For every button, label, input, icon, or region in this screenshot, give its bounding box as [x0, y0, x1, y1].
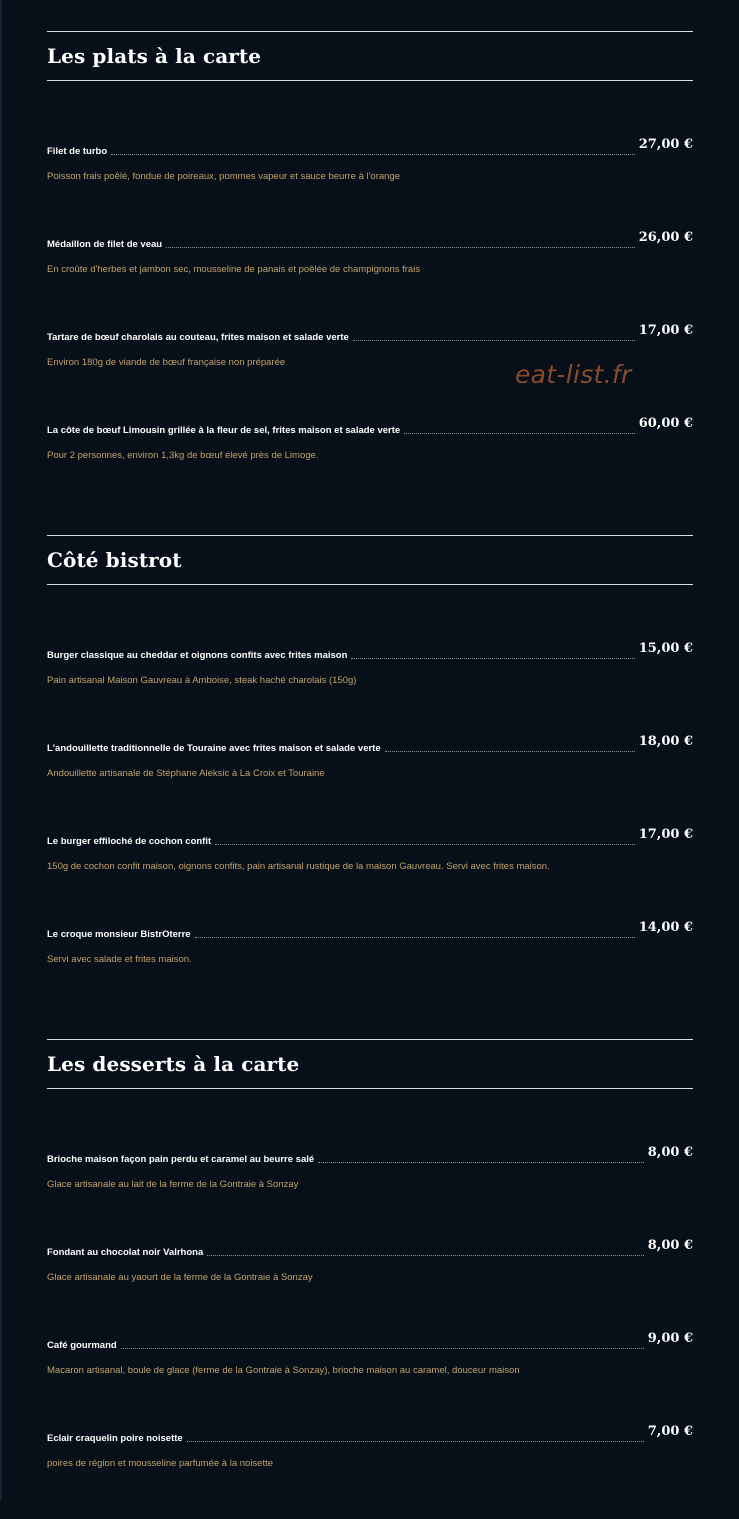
- item-name: La côte de bœuf Limousin grillée à la fleur de sel, frites maison et salade verte: [47, 425, 401, 436]
- menu-item: [47, 139, 693, 232]
- section-desserts: [47, 1039, 693, 1469]
- item-name: Le croque monsieur BistrOterre: [47, 929, 191, 940]
- item-name: Burger classique au cheddar et oignons confits avec frites maison: [47, 650, 348, 661]
- item-name: L'andouillette traditionnelle de Touraine avec frites maison et salade verte: [47, 743, 381, 754]
- item-price: 27,00 €: [638, 137, 693, 152]
- item-price: 26,00 €: [638, 230, 693, 245]
- menu-item: [47, 1333, 693, 1426]
- menu-item: [47, 1240, 693, 1333]
- item-name: Fondant au chocolat noir Valrhona: [47, 1247, 204, 1258]
- item-price: 17,00 €: [638, 827, 693, 842]
- section-title: Les desserts à la carte: [47, 1052, 300, 1076]
- dot-leader: [215, 844, 635, 845]
- item-description: Pain artisanal Maison Gauvreau à Amboise, steak haché charolais (150g): [47, 675, 357, 686]
- item-description: Andouillette artisanale de Stéphane Aleksic à La Croix et Touraine: [47, 768, 325, 779]
- item-name: Tartare de bœuf charolais au couteau, frites maison et salade verte: [47, 332, 349, 343]
- item-row: [47, 1426, 693, 1444]
- menu-item: [47, 232, 693, 325]
- left-edge-divider: [0, 0, 2, 1500]
- item-price: 17,00 €: [638, 323, 693, 338]
- item-description: Environ 180g de viande de bœuf française non préparée: [47, 357, 286, 368]
- item-row: [47, 829, 693, 847]
- menu-item: [47, 1147, 693, 1240]
- item-description: Glace artisanale au lait de la ferme de la Gontraie à Sonzay: [47, 1179, 299, 1190]
- menu-item: [47, 1426, 693, 1519]
- section-title: Les plats à la carte: [47, 44, 262, 68]
- section-header: [47, 535, 693, 585]
- item-row: [47, 736, 693, 754]
- item-row: [47, 1240, 693, 1258]
- item-description: En croûte d'herbes et jambon sec, mousseline de panais et poêlée de champignons frais: [47, 264, 421, 275]
- menu-item: [47, 922, 693, 1015]
- dot-leader: [385, 751, 635, 752]
- menu-item: [47, 418, 693, 511]
- item-description: 150g de cochon confit maison, oignons confits, pain artisanal rustique de la maison Gauvreau. Servi avec frites maison.: [47, 861, 550, 872]
- menu-item: [47, 736, 693, 829]
- item-description: Pour 2 personnes, environ 1,3kg de bœuf élevé près de Limoge.: [47, 450, 319, 461]
- section-header: [47, 1039, 693, 1089]
- item-name: Médaillon de filet de veau: [47, 239, 163, 250]
- item-description: poires de région et mousseline parfumée à la noisette: [47, 1458, 274, 1469]
- dot-leader: [207, 1255, 644, 1256]
- dot-leader: [111, 154, 635, 155]
- item-price: 8,00 €: [647, 1145, 693, 1160]
- item-price: 15,00 €: [638, 641, 693, 656]
- item-name: Brioche maison façon pain perdu et caramel au beurre salé: [47, 1154, 315, 1165]
- item-row: [47, 922, 693, 940]
- dot-leader: [195, 937, 635, 938]
- dot-leader: [353, 340, 635, 341]
- item-name: Filet de turbo: [47, 146, 108, 157]
- item-price: 7,00 €: [647, 1424, 693, 1439]
- item-description: Glace artisanale au yaourt de la ferme de la Gontraie à Sonzay: [47, 1272, 313, 1283]
- dot-leader: [166, 247, 635, 248]
- item-name: Eclair craquelin poire noisette: [47, 1433, 183, 1444]
- item-row: [47, 418, 693, 436]
- item-price: 60,00 €: [638, 416, 693, 431]
- menu-item: [47, 643, 693, 736]
- item-row: [47, 643, 693, 661]
- dot-leader: [351, 658, 634, 659]
- item-row: [47, 139, 693, 157]
- item-name: Café gourmand: [47, 1340, 117, 1351]
- item-price: 8,00 €: [647, 1238, 693, 1253]
- section-title: Côté bistrot: [47, 548, 182, 572]
- item-description: Macaron artisanal, boule de glace (ferme de la Gontraie à Sonzay), brioche maison au caramel, douceur maison: [47, 1365, 520, 1376]
- item-price: 9,00 €: [647, 1331, 693, 1346]
- section-header: [47, 31, 693, 81]
- dot-leader: [318, 1162, 644, 1163]
- item-price: 18,00 €: [638, 734, 693, 749]
- item-row: [47, 232, 693, 250]
- menu-item: [47, 829, 693, 922]
- item-row: [47, 1333, 693, 1351]
- item-description: Poisson frais poêlé, fondue de poireaux, pommes vapeur et sauce beurre à l'orange: [47, 171, 401, 182]
- item-row: [47, 1147, 693, 1165]
- dot-leader: [187, 1441, 644, 1442]
- item-name: Le burger effiloché de cochon confit: [47, 836, 212, 847]
- watermark: eat-list.fr: [515, 360, 632, 389]
- section-bistrot: [47, 535, 693, 965]
- dot-leader: [404, 433, 635, 434]
- dot-leader: [121, 1348, 644, 1349]
- item-description: Servi avec salade et frites maison.: [47, 954, 192, 965]
- item-row: [47, 325, 693, 343]
- item-price: 14,00 €: [638, 920, 693, 935]
